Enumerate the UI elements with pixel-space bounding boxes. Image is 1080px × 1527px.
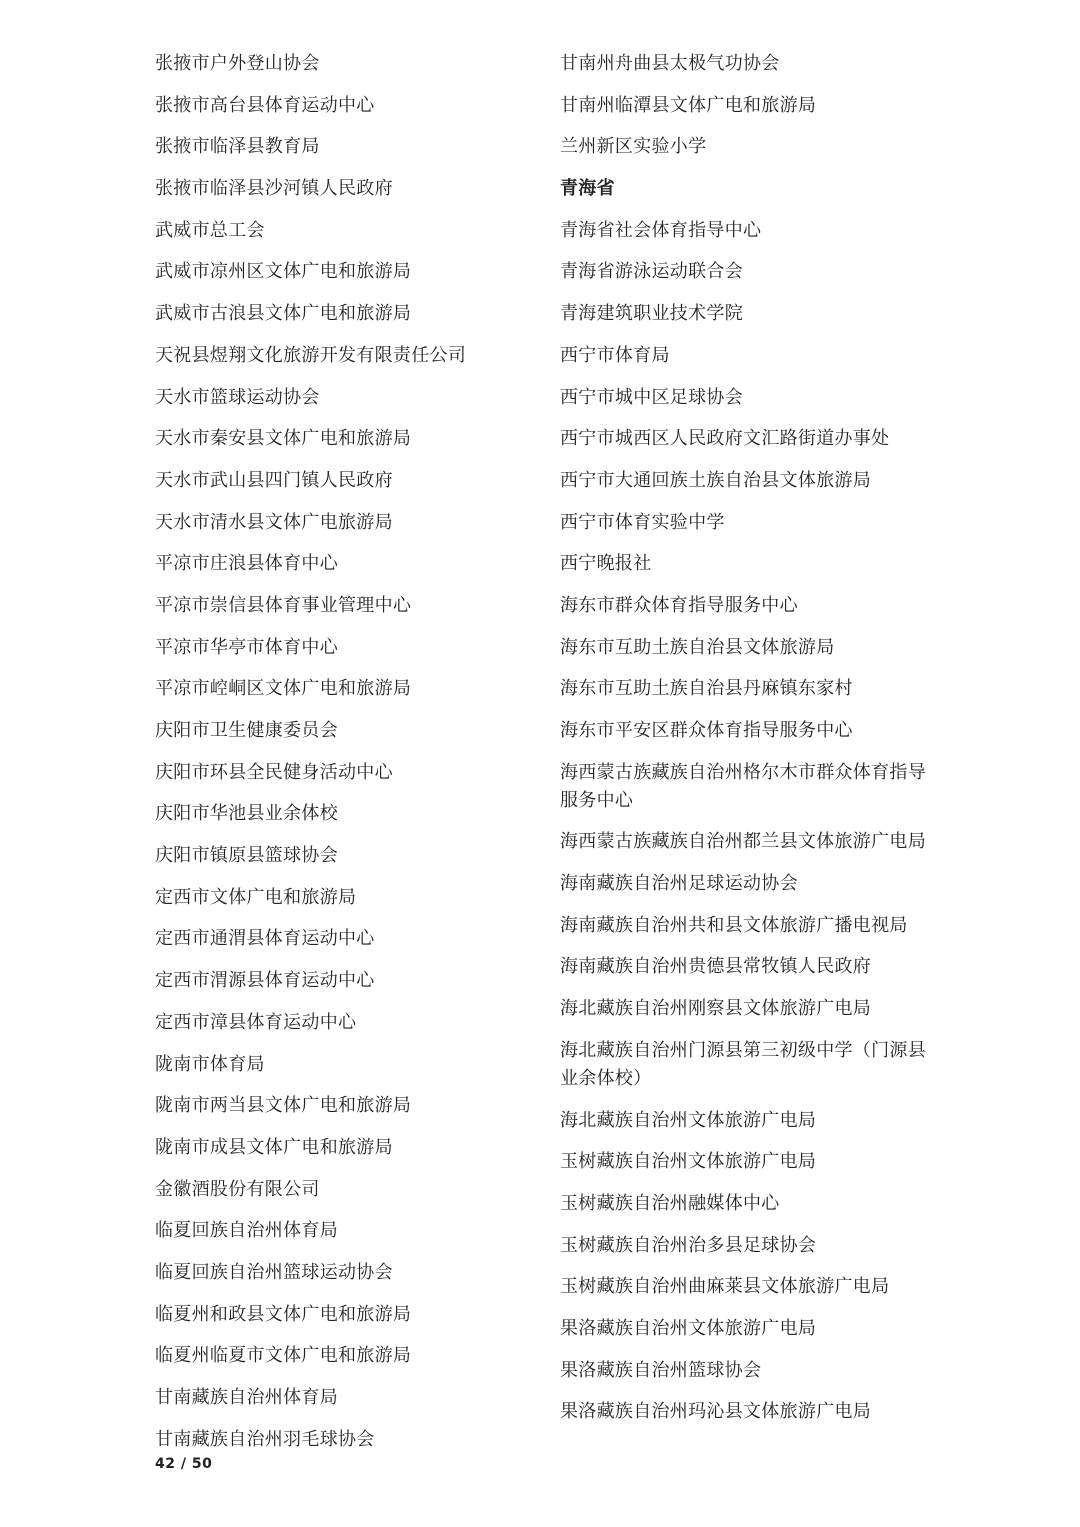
- list-item: 海西蒙古族藏族自治州都兰县文体旅游广电局: [560, 831, 926, 853]
- right-column-list: [560, 50, 932, 1440]
- section-heading: 青海省: [560, 178, 615, 200]
- list-item: 庆阳市镇原县篮球协会: [155, 845, 338, 867]
- list-item: 定西市漳县体育运动中心: [155, 1011, 357, 1033]
- list-item: 海南藏族自治州贵德县常牧镇人民政府: [560, 956, 872, 978]
- list-item: 青海省社会体育指导中心: [560, 219, 762, 241]
- list-item: 张掖市临泽县教育局: [155, 136, 320, 158]
- list-item: 果洛藏族自治州篮球协会: [560, 1359, 762, 1381]
- list-item: 定西市渭源县体育运动中心: [155, 970, 375, 992]
- list-item: 天水市武山县四门镇人民政府: [155, 469, 393, 491]
- list-item: 临夏州和政县文体广电和旅游局: [155, 1303, 412, 1325]
- list-item: 张掖市高台县体育运动中心: [155, 94, 375, 116]
- list-item: 庆阳市华池县业余体校: [155, 803, 338, 825]
- list-item: 青海建筑职业技术学院: [560, 303, 743, 325]
- list-item: 陇南市两当县文体广电和旅游局: [155, 1095, 412, 1117]
- list-item: 平凉市庄浪县体育中心: [155, 553, 338, 575]
- list-item: 定西市文体广电和旅游局: [155, 886, 357, 908]
- list-item: 海北藏族自治州门源县第三初级中学（门源县业余体校）: [560, 1039, 926, 1089]
- list-item: 海东市互助土族自治县丹麻镇东家村: [560, 678, 853, 700]
- list-item: 海西蒙古族藏族自治州格尔木市群众体育指导服务中心: [560, 761, 926, 811]
- list-item: 玉树藏族自治州文体旅游广电局: [560, 1151, 817, 1173]
- list-item: 海南藏族自治州足球运动协会: [560, 873, 798, 895]
- left-column-list: [155, 50, 535, 1467]
- list-item: 天水市清水县文体广电旅游局: [155, 511, 393, 533]
- page-number: 42 / 50: [155, 1456, 213, 1472]
- list-item: 海东市平安区群众体育指导服务中心: [560, 720, 853, 741]
- list-item: 西宁市大通回族土族自治县文体旅游局: [560, 469, 872, 491]
- list-item: 海北藏族自治州文体旅游广电局: [560, 1109, 817, 1131]
- list-item: 陇南市体育局: [155, 1053, 265, 1075]
- list-item: 玉树藏族自治州融媒体中心: [560, 1192, 780, 1214]
- list-item: 甘南藏族自治州羽毛球协会: [155, 1428, 375, 1450]
- list-item: 平凉市华亭市体育中心: [155, 636, 338, 658]
- list-item: 张掖市户外登山协会: [155, 53, 320, 74]
- list-item: 庆阳市环县全民健身活动中心: [155, 761, 393, 783]
- list-item: 兰州新区实验小学: [560, 136, 707, 158]
- list-item: 果洛藏族自治州玛沁县文体旅游广电局: [560, 1401, 872, 1423]
- list-item: 西宁晚报社: [560, 553, 652, 575]
- list-item: 西宁市体育实验中学: [560, 511, 725, 533]
- list-item: 金徽酒股份有限公司: [155, 1178, 320, 1200]
- list-item: 临夏州临夏市文体广电和旅游局: [155, 1345, 412, 1367]
- list-item: 甘南州舟曲县太极气功协会: [560, 53, 780, 74]
- list-item: 西宁市城中区足球协会: [560, 386, 743, 408]
- list-item: 海东市群众体育指导服务中心: [560, 594, 798, 616]
- list-item: 甘南藏族自治州体育局: [155, 1387, 338, 1408]
- list-item: 武威市古浪县文体广电和旅游局: [155, 303, 412, 325]
- list-item: 海北藏族自治州刚察县文体旅游广电局: [560, 998, 872, 1020]
- list-item: 陇南市成县文体广电和旅游局: [155, 1136, 393, 1158]
- list-item: 庆阳市卫生健康委员会: [155, 720, 338, 741]
- list-item: 青海省游泳运动联合会: [560, 261, 743, 283]
- list-item: 天祝县煜翔文化旅游开发有限责任公司: [155, 344, 467, 366]
- list-item: 玉树藏族自治州治多县足球协会: [560, 1234, 817, 1256]
- list-item: 平凉市崇信县体育事业管理中心: [155, 594, 412, 616]
- list-item: 海东市互助土族自治县文体旅游局: [560, 636, 835, 658]
- list-item: 甘南州临潭县文体广电和旅游局: [560, 94, 817, 116]
- list-item: 西宁市体育局: [560, 344, 670, 366]
- list-item: 平凉市崆峒区文体广电和旅游局: [155, 678, 412, 700]
- list-item: 果洛藏族自治州文体旅游广电局: [560, 1317, 817, 1339]
- list-item: 张掖市临泽县沙河镇人民政府: [155, 178, 393, 200]
- list-item: 临夏回族自治州篮球运动协会: [155, 1261, 393, 1283]
- list-item: 天水市秦安县文体广电和旅游局: [155, 428, 412, 450]
- list-item: 武威市凉州区文体广电和旅游局: [155, 261, 412, 283]
- list-item: 西宁市城西区人民政府文汇路街道办事处: [560, 428, 890, 450]
- list-item: 定西市通渭县体育运动中心: [155, 928, 375, 950]
- list-item: 玉树藏族自治州曲麻莱县文体旅游广电局: [560, 1276, 890, 1298]
- list-item: 临夏回族自治州体育局: [155, 1220, 338, 1242]
- list-item: 天水市篮球运动协会: [155, 386, 320, 408]
- list-item: 武威市总工会: [155, 219, 265, 241]
- list-item: 海南藏族自治州共和县文体旅游广播电视局: [560, 914, 908, 936]
